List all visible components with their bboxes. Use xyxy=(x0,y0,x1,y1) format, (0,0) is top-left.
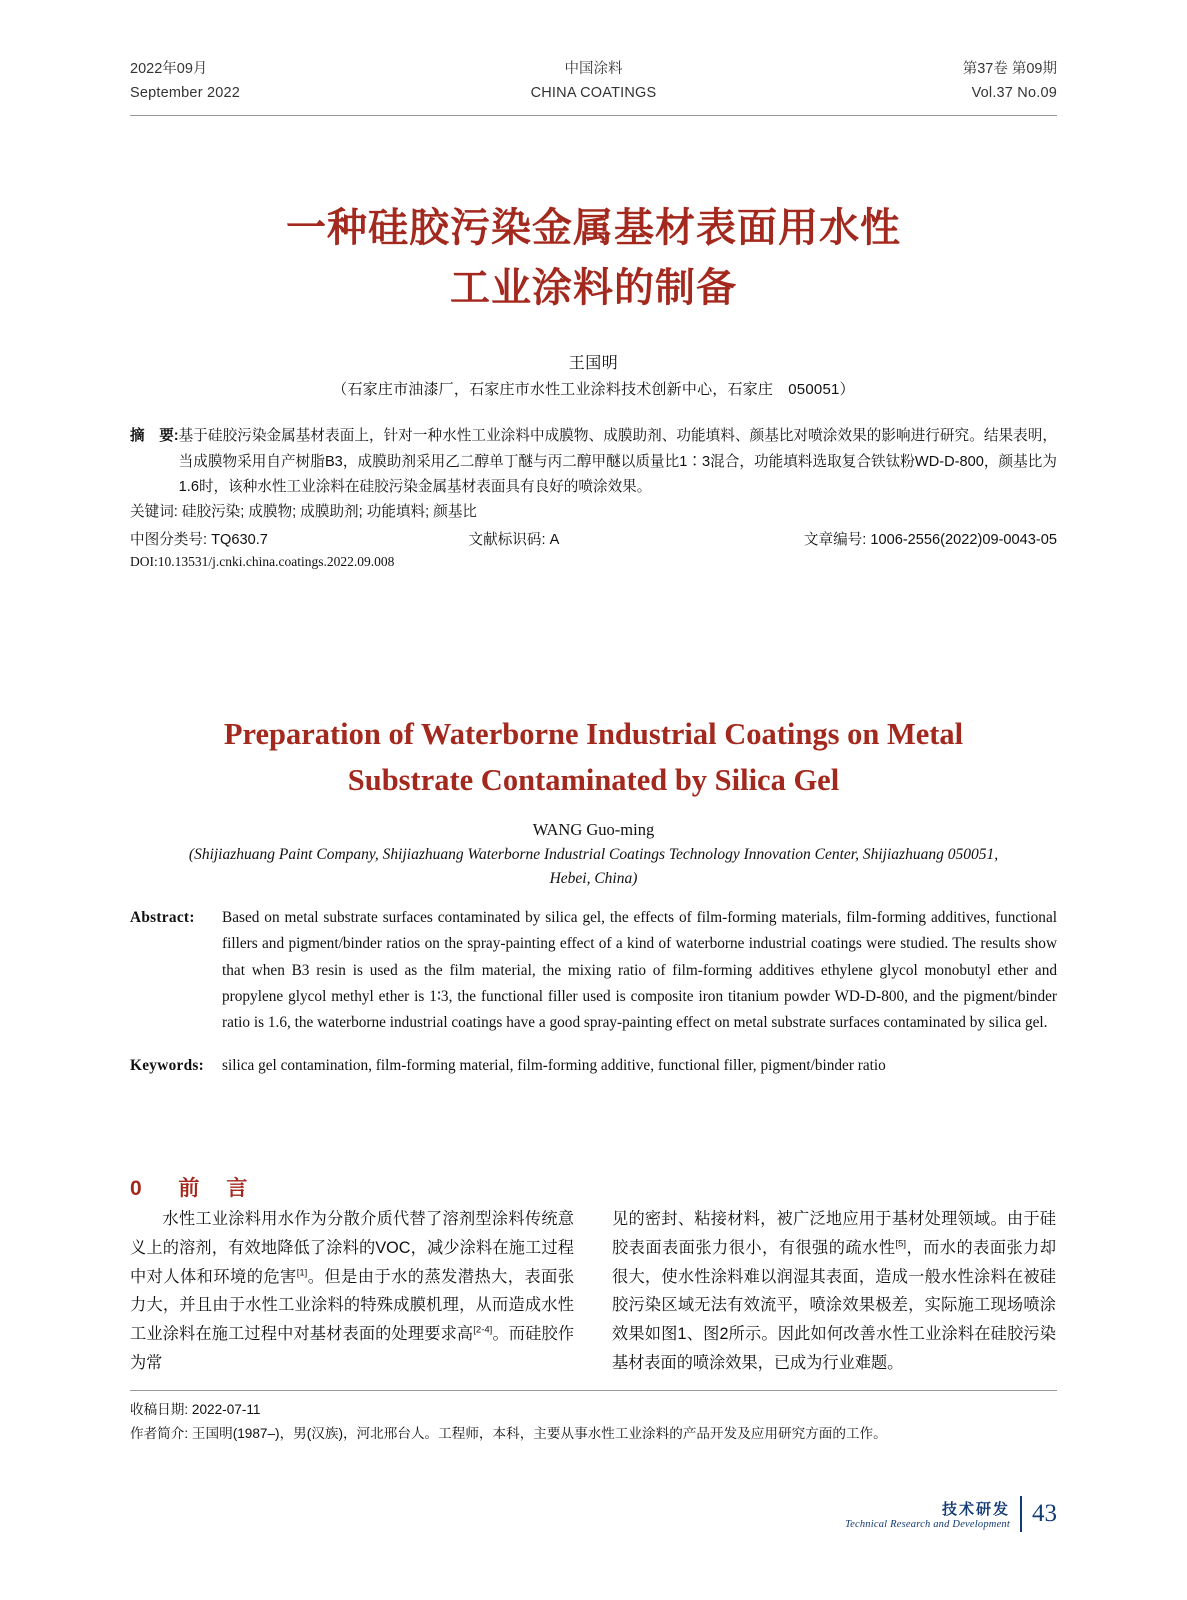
title-cn-line1: 一种硅胶污染金属基材表面用水性 xyxy=(286,206,901,250)
running-head xyxy=(130,58,1057,106)
article-number: 文章编号: 1006-2556(2022)09-0043-05 xyxy=(803,532,1057,548)
journal-name-cn: 中国涂料 xyxy=(564,61,623,77)
footnote-divider xyxy=(130,1390,1057,1391)
paragraph: 见的密封、粘接材料，被广泛地应用于基材处理领域。由于硅胶表面表面张力很小，有很强的疏水性[5]，而水的表面张力却很大，使水性涂料难以润湿其表面，造成一般水性涂料在被硅胶污染区域无法有效流平，喷涂效果极差，实际施工现场喷涂效果如图1、图2所示。因此如何改善水性工业涂料在硅胶污染基材表面的喷涂效果，已成为行业难题。 xyxy=(612,1210,1057,1373)
running-head-right xyxy=(748,58,1057,106)
page-footer xyxy=(845,1496,1057,1532)
volume-issue-cn: 第37卷 第09期 xyxy=(962,61,1057,77)
issue-date-cn: 2022年09月 xyxy=(130,61,208,77)
title-en-line1: Preparation of Waterborne Industrial Coatings on Metal xyxy=(223,717,964,751)
header-divider xyxy=(130,115,1057,116)
document-code: 文献标识码: A xyxy=(468,532,560,548)
affiliation-en-line1: (Shijiazhuang Paint Company, Shijiazhuang Waterborne Industrial Coatings Technology Innovation Center, Shijiazhuang 050051, xyxy=(188,846,999,863)
keywords-en-label: Keywords: xyxy=(130,1057,205,1074)
body-column-left xyxy=(130,1205,574,1378)
title-en-line2: Substrate Contaminated by Silica Gel xyxy=(347,762,840,797)
footnotes xyxy=(130,1398,1057,1447)
footer-section-cn: 技术研发 xyxy=(941,1501,1010,1518)
classification-codes xyxy=(130,528,1057,549)
footer-section-en: Technical Research and Development xyxy=(845,1519,1010,1530)
doi: DOI:10.13531/j.cnki.china.coatings.2022.09.008 xyxy=(130,554,395,569)
body-columns xyxy=(130,1205,1057,1378)
running-head-center xyxy=(439,58,748,106)
keywords-en xyxy=(130,1053,1057,1079)
title-cn xyxy=(130,198,1057,318)
abstract-en-label: Abstract: xyxy=(130,909,195,926)
affiliation-en-line2: Hebei, China) xyxy=(549,870,638,888)
keywords-cn: 关键词: 硅胶污染; 成膜物; 成膜助剂; 功能填料; 颜基比 xyxy=(130,504,478,520)
title-en xyxy=(150,712,1037,804)
abstract-en-body: Based on metal substrate surfaces contaminated by silica gel, the effects of film-forming materials, film-forming additives, functional fillers and pigment/binder ratios on the spray-painting effect of a kind of waterborne industrial coatings were studied. The results show that when B3 resin is used as the film material, the mixing ratio of film-forming additives ethylene glycol monobutyl ether and propylene glycol methyl ether is 1∶3, the functional filler used is composite iron titanium powder WD-D-800, and the pigment/binder ratio is 1.6, the waterborne industrial coatings have a good spray-painting effect on metal substrate surfaces contaminated by silica gel. xyxy=(222,909,1057,1032)
section-heading xyxy=(130,1172,250,1202)
section-title: 前 言 xyxy=(178,1177,251,1200)
page-number: 43 xyxy=(1032,1500,1057,1527)
abstract-en xyxy=(130,905,1057,1036)
author-en: WANG Guo-ming xyxy=(532,820,655,839)
author-cn: 王国明 xyxy=(568,355,619,372)
affiliation-en xyxy=(130,843,1057,891)
abstract-cn xyxy=(130,424,1057,501)
author-bio: 作者简介: 王国明(1987–)，男(汉族)，河北邢台人。工程师，本科，主要从事水性工业涂料的产品开发及应用研究方面的工作。 xyxy=(130,1426,887,1442)
received-date: 收稿日期: 2022-07-11 xyxy=(130,1402,261,1417)
paragraph: 水性工业涂料用水作为分散介质代替了溶剂型涂料传统意义上的溶剂，有效地降低了涂料的VOC，减少涂料在施工过程中对人体和环境的危害[1]。但是由于水的蒸发潜热大，表面张力大，并且由于水性工业涂料的特殊成膜机理，从而造成水性工业涂料在施工过程中对基材表面的处理要求高[2-4]。而硅胶作为常 xyxy=(130,1210,575,1373)
abstract-cn-label: 摘 要: xyxy=(130,428,179,444)
affiliation-cn: （石家庄市油漆厂，石家庄市水性工业涂料技术创新中心，石家庄 050051） xyxy=(332,381,855,398)
keywords-en-body: silica gel contamination, film-forming material, film-forming additive, functional filler, pigment/binder ratio xyxy=(222,1057,886,1074)
footer-divider xyxy=(1020,1496,1022,1532)
volume-issue-en: Vol.37 No.09 xyxy=(971,84,1057,101)
running-head-left xyxy=(130,58,439,106)
abstract-cn-body: 基于硅胶污染金属基材表面上，针对一种水性工业涂料中成膜物、成膜助剂、功能填料、颜基比对喷涂效果的影响进行研究。结果表明，当成膜物采用自产树脂B3，成膜助剂采用乙二醇单丁醚与丙二醇甲醚以质量比1∶3混合，功能填料选取复合铁钛粉WD-D-800，颜基比为1.6时，该种水性工业涂料在硅胶污染金属基材表面具有良好的喷涂效果。 xyxy=(178,428,1057,496)
section-number: 0 xyxy=(130,1177,145,1200)
title-cn-line2: 工业涂料的制备 xyxy=(450,266,737,310)
body-column-right xyxy=(612,1205,1056,1378)
issue-date-en: September 2022 xyxy=(130,84,241,101)
footer-section-label xyxy=(845,1498,1010,1530)
clc-number: 中图分类号: TQ630.7 xyxy=(130,532,268,548)
journal-name-en: CHINA COATINGS xyxy=(530,84,657,101)
